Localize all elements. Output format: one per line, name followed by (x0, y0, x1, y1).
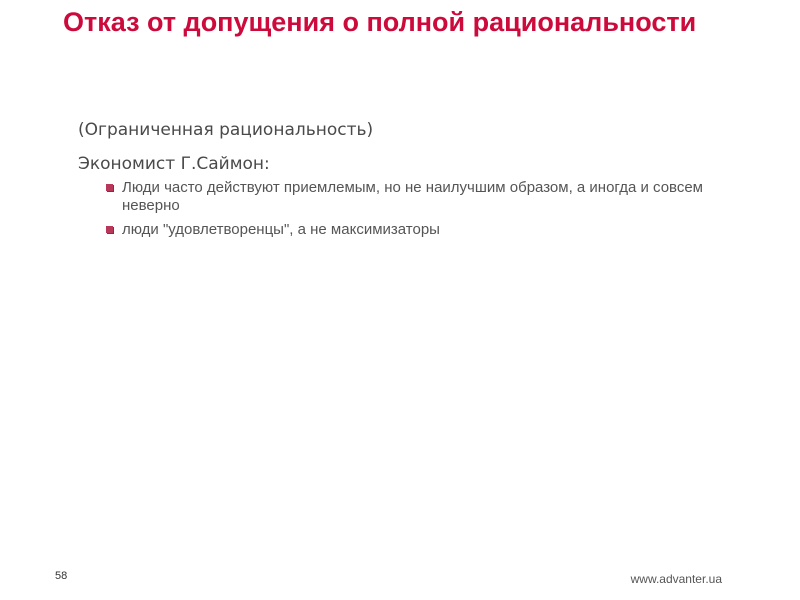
page-number: 58 (55, 570, 68, 582)
bullet-text: Люди часто действуют приемлемым, но не наилучшим образом, а иногда и совсем неверно (122, 179, 703, 214)
square-bullet-icon (106, 184, 113, 191)
bullet-list (78, 179, 738, 239)
square-bullet-icon (106, 226, 113, 233)
slide-title: Отказ от допущения о полной рациональности (63, 7, 697, 37)
subtitle-bounded-rationality: (Ограниченная рациональность) (78, 120, 374, 140)
author-line: Экономист Г.Саймон: (78, 154, 270, 174)
bullet-item (106, 221, 737, 239)
bullet-text: люди "удовлетворенцы", а не максимизаторы (122, 221, 440, 238)
slide-content (78, 118, 738, 245)
bullet-item (106, 179, 737, 215)
footer-url: www.advanter.ua (630, 572, 722, 586)
